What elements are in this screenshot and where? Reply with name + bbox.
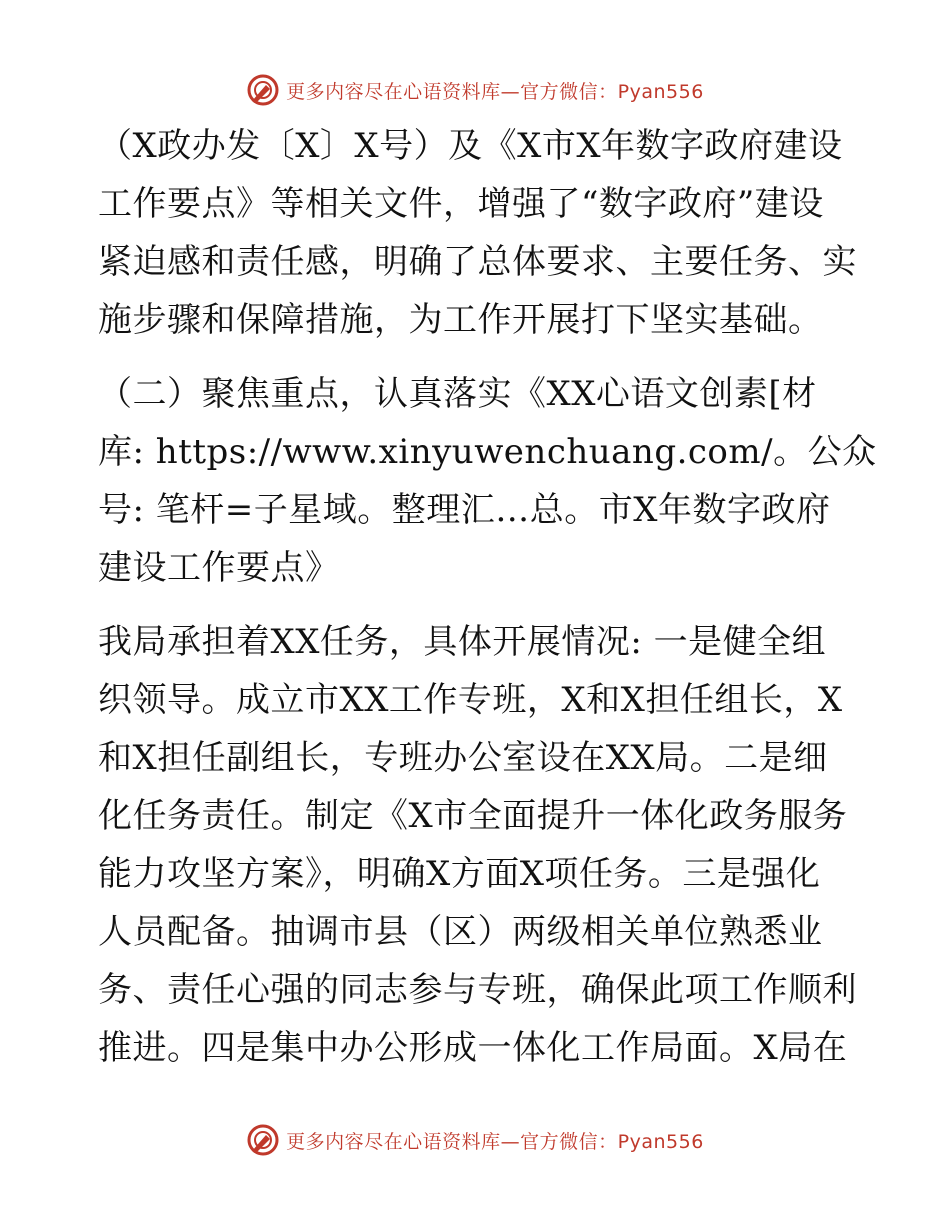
- text-line: 库: https://www.xinyuwenchuang.com/。公众: [98, 432, 877, 472]
- pen-logo-icon: [246, 1123, 280, 1157]
- paragraph: [98, 613, 858, 1077]
- text-line: 号: 笔杆=子星域。整理汇…总。市X年数字政府: [98, 490, 831, 530]
- text-line: 化任务责任。制定《X市全面提升一体化政务服务: [98, 796, 848, 836]
- footer-watermark-banner: [0, 1120, 950, 1160]
- document-body: [98, 117, 877, 1077]
- paragraph: [98, 365, 877, 597]
- text-line: 工作要点》等相关文件，增强了“数字政府”建设: [98, 184, 824, 224]
- pen-logo-icon: [246, 73, 280, 107]
- text-line: 施步骤和保障措施，为工作开展打下坚实基础。: [98, 300, 823, 340]
- text-line: 务、责任心强的同志参与专班，确保此项工作顺利: [98, 970, 857, 1010]
- text-line: 人员配备。抽调市县（区）两级相关单位熟悉业: [98, 912, 823, 952]
- text-line: 建设工作要点》: [98, 548, 340, 588]
- text-line: 能力攻坚方案》，明确X方面X项任务。三是强化: [98, 854, 821, 894]
- text-line: 我局承担着XX任务，具体开展情况: 一是健全组: [98, 622, 827, 662]
- text-line: （二）聚焦重点，认真落实《XX心语文创素[材: [98, 374, 817, 414]
- header-banner-text: 更多内容尽在心语资料库—官方微信：Pyan556: [286, 80, 704, 103]
- footer-banner-text: 更多内容尽在心语资料库—官方微信：Pyan556: [286, 1130, 704, 1153]
- text-line: 和X担任副组长，专班办公室设在XX局。二是细: [98, 738, 828, 778]
- header-watermark-banner: [0, 70, 950, 110]
- text-line: 推进。四是集中办公形成一体化工作局面。X局在: [98, 1028, 848, 1068]
- text-line: （X政办发〔X〕X号）及《X市X年数字政府建设: [98, 126, 843, 166]
- text-line: 紧迫感和责任感，明确了总体要求、主要任务、实: [98, 242, 857, 282]
- text-line: 织领导。成立市XX工作专班，X和X担任组长，X: [98, 680, 843, 720]
- paragraph: [98, 117, 858, 349]
